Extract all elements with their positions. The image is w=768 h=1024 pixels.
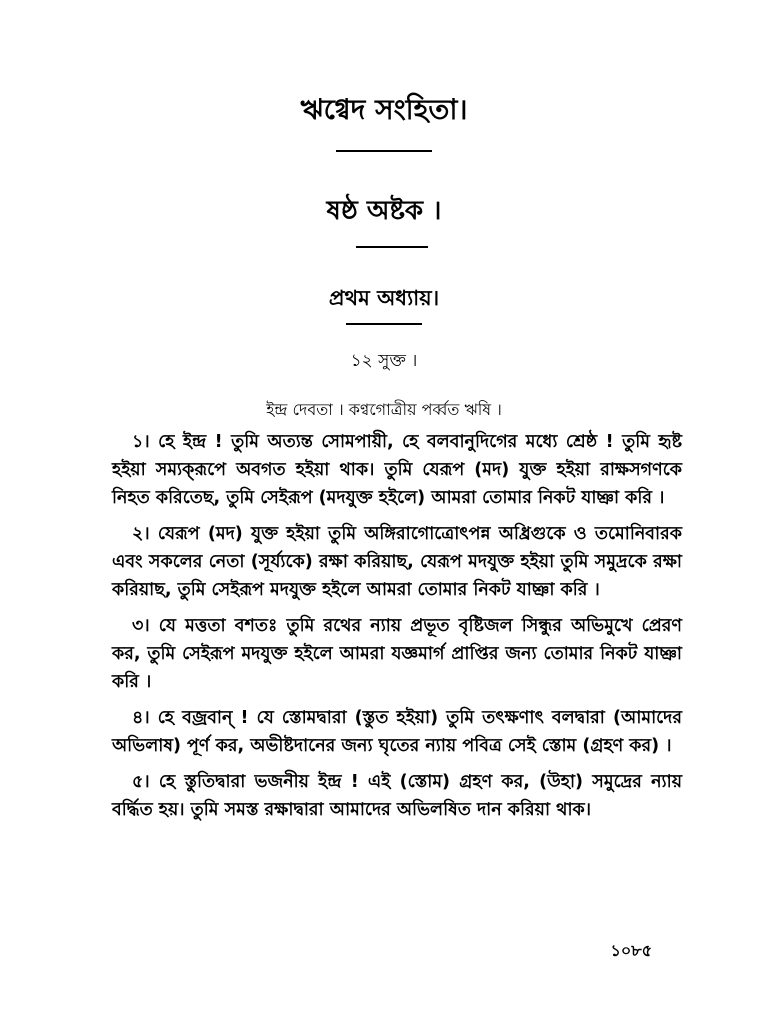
book-title: ঋগ্বেদ সংহিতা। [300, 93, 468, 126]
verse-2: ২। যেরূপ (মদ) যুক্ত হইয়া তুমি অঙ্গিরাগোত্রোৎপন্ন অধ্রিগুকে ও তমোনিবারক এবং সকলের নেতা (সূর্য্যকে) রক্ষা করিয়াছ, যেরূপ মদযুক্ত হইয়া তুমি সমুদ্রকে রক্ষা করিয়াছ, তুমি সেইরূপ মদযুক্ত হইলে আমরা তোমার নিকট যাচ্ঞা করি । [112, 524, 682, 600]
page-number: ১০৮৫ [610, 941, 652, 960]
sukta-heading: ১২ সুক্ত । [350, 351, 418, 371]
verse-1: ১। হে ইন্দ্র ! তুমি অত্যন্ত সোমপায়ী, হে বলবানুদিগের মধ্যে শ্রেষ্ঠ ! তুমি হৃষ্ট হইয়া সম্যক্‌রূপে অবগত হইয়া থাক। তুমি যেরূপ (মদ) যুক্ত হইয়া রাক্ষসগণকে নিহত করিতেছ, তুমি সেইরূপ (মদযুক্ত হইলে) আমরা তোমার নিকট যাচ্ঞা করি । [112, 432, 682, 508]
title-divider [336, 150, 432, 152]
verse-4: ৪। হে বজ্রবান্ ! যে স্তোমদ্বারা (স্তুত হইয়া) তুমি তৎক্ষণাৎ বলদ্বারা (আমাদের অভিলাষ) পূর্ণ কর, অভীষ্টদানের জন্য ঘৃতের ন্যায় পবিত্র সেই স্তোম (গ্রহণ কর) । [112, 708, 682, 756]
verse-3: ৩। যে মত্ততা বশতঃ তুমি রথের ন্যায় প্রভূত বৃষ্টিজল সিন্ধুর অভিমুখে প্রেরণ কর, তুমি সেইরূপ মদযুক্ত হইলে আমরা যজ্ঞমার্গ প্রাপ্তির জন্য তোমার নিকট যাচ্ঞা করি । [112, 616, 682, 692]
adhyaya-heading: প্রথম অধ্যায়। [328, 286, 440, 310]
deity-rishi-line: ইন্দ্র দেবতা । কণ্বগোত্রীয় পর্ব্বত ঋষি । [266, 400, 502, 419]
verse-5: ৫। হে স্তুতিদ্বারা ভজনীয় ইন্দ্র ! এই (স্তোম) গ্রহণ কর, (উহা) সমুদ্রের ন্যায় বর্দ্ধিত হয়। তুমি সমস্ত রক্ষাদ্বারা আমাদের অভিলষিত দান করিয়া থাক। [112, 772, 682, 820]
ashtaka-heading: ষষ্ঠ অষ্টক । [326, 196, 442, 226]
adhyaya-divider [346, 323, 422, 325]
ashtaka-divider [356, 246, 428, 248]
verse-list [112, 428, 682, 832]
